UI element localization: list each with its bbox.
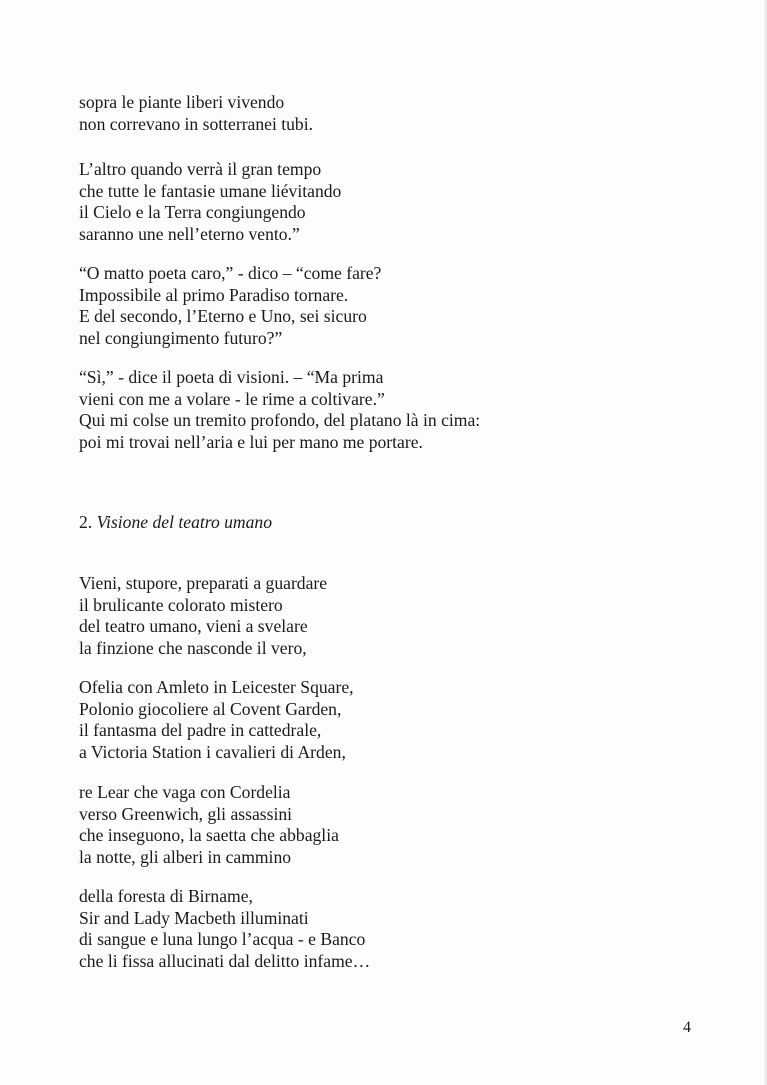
verse-line: Vieni, stupore, preparati a guardare [79, 573, 328, 593]
section-title: Visione del teatro umano [96, 512, 273, 532]
section-number: 2. [79, 512, 93, 532]
verse-line: “Sì,” - dice il poeta di visioni. – “Ma prima [79, 367, 384, 387]
verse-line: E del secondo, l’Eterno e Uno, sei sicuro [79, 306, 367, 327]
stanza-1 [79, 92, 313, 135]
verse-line: vieni con me a volare - le rime a coltivare.” [79, 388, 385, 409]
verse-line: sopra le piante liberi vivendo [79, 92, 285, 112]
verse-line: la notte, gli alberi in cammino [79, 846, 292, 867]
stanza-5 [79, 573, 327, 659]
page-number: 4 [683, 1019, 691, 1036]
stanza-7 [79, 782, 339, 868]
verse-line: la finzione che nasconde il vero, [79, 637, 307, 658]
verse-line: verso Greenwich, gli assassini [79, 803, 293, 824]
verse-line: Impossibile al primo Paradiso tornare. [79, 284, 349, 305]
verse-line: che li fissa allucinati dal delitto infame… [79, 950, 371, 971]
verse-line: re Lear che vaga con Cordelia [79, 782, 291, 802]
verse-line: il brulicante colorato mistero [79, 594, 283, 615]
verse-line: nel congiungimento futuro?” [79, 327, 283, 348]
stanza-4 [79, 367, 480, 453]
verse-line: Polonio giocoliere al Covent Garden, [79, 698, 342, 719]
verse-line: L’altro quando verrà il gran tempo [79, 159, 322, 179]
stanza-2 [79, 159, 341, 245]
stanza-8 [79, 886, 370, 972]
verse-line: saranno une nell’eterno vento.” [79, 223, 300, 244]
verse-line: “O matto poeta caro,” - dico – “come fare? [79, 263, 382, 283]
section-heading [79, 512, 272, 534]
verse-line: Sir and Lady Macbeth illuminati [79, 907, 309, 928]
verse-line: Ofelia con Amleto in Leicester Square, [79, 677, 354, 697]
stanza-6 [79, 677, 354, 763]
stanza-3 [79, 263, 381, 349]
verse-line: che inseguono, la saetta che abbaglia [79, 825, 339, 846]
verse-line: il fantasma del padre in cattedrale, [79, 720, 322, 741]
verse-line: della foresta di Birname, [79, 886, 253, 906]
verse-line: poi mi trovai nell’aria e lui per mano me portare. [79, 431, 423, 452]
verse-line: il Cielo e la Terra congiungendo [79, 202, 306, 223]
verse-line: non correvano in sotterranei tubi. [79, 113, 314, 134]
verse-line: che tutte le fantasie umane liévitando [79, 180, 342, 201]
verse-line: del teatro umano, vieni a svelare [79, 616, 308, 637]
verse-line: a Victoria Station i cavalieri di Arden, [79, 741, 346, 762]
verse-line: di sangue e luna lungo l’acqua - e Banco [79, 929, 366, 950]
verse-line: Qui mi colse un tremito profondo, del platano là in cima: [79, 410, 481, 431]
